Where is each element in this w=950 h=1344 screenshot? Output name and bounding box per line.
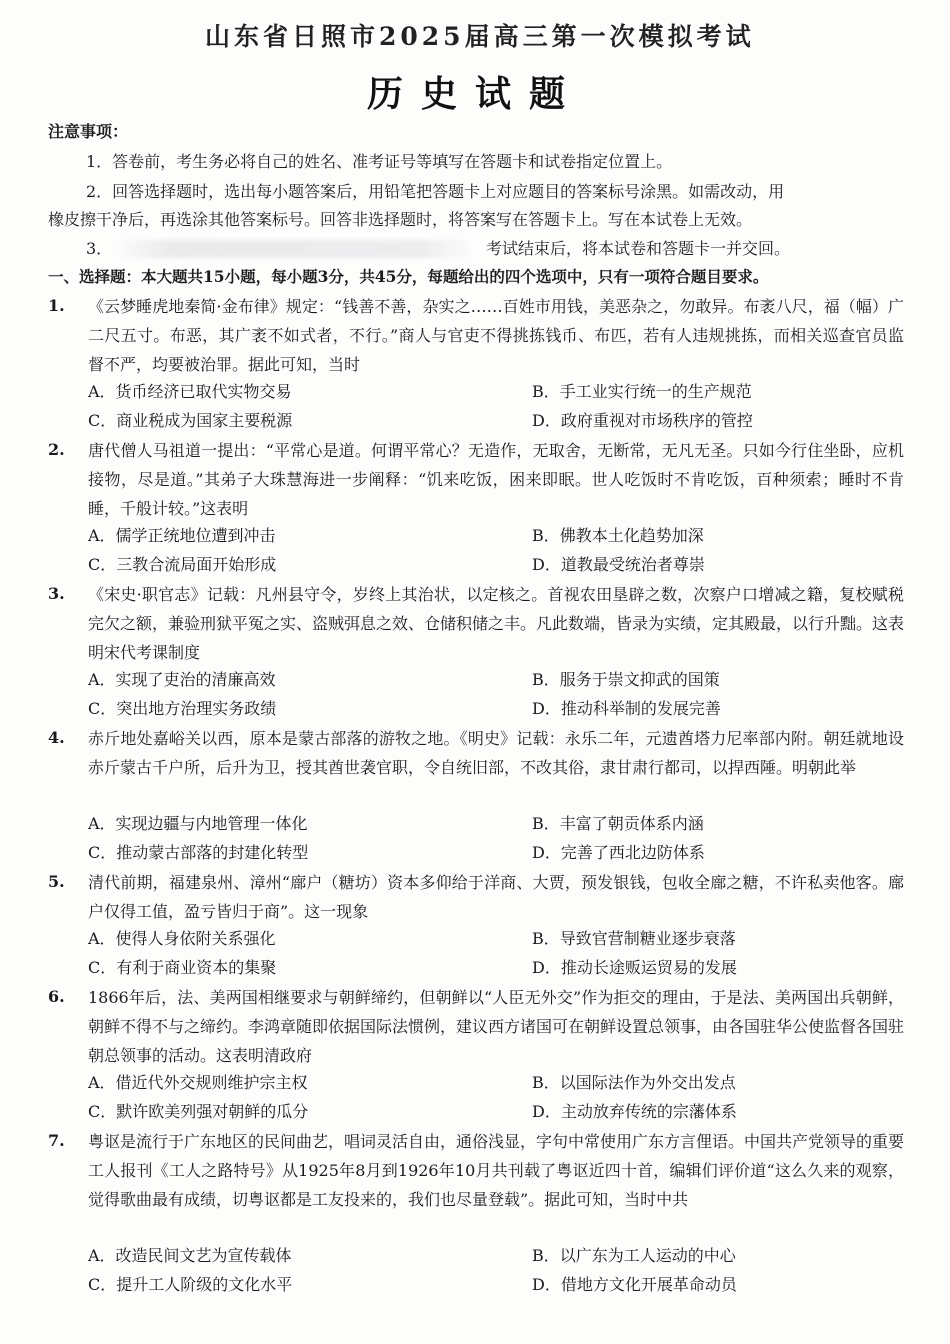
question-2-option-a: A．儒学正统地位遭到冲击 [88,526,276,545]
question-7-option-c: C．提升工人阶级的文化水平 [88,1275,293,1294]
obscured-text-region [115,240,475,258]
question-3-option-a: A．实现了吏治的清廉高效 [88,670,276,689]
question-3-option-d: D．推动科举制的发展完善 [532,699,721,718]
question-5-number: 5. [48,872,65,891]
notice-item-3-number: 3． [86,239,113,258]
question-5-option-c: C．有利于商业资本的集聚 [88,958,277,977]
question-7-stem: 粤讴是流行于广东地区的民间曲艺，唱词灵活自由，通俗浅显，字句中常使用广东方言俚语。中国共产党领导的重要工人报刊《工人之路特号》从1925年8月到1926年10月共刊载了粤讴近四十首，编辑们评价道“这么久来的观察，觉得歌曲最有成绩，切粤讴都是工友投来的，我们也尽量登载”。据此可知，当时中共 [88,1132,905,1209]
question-1-number: 1. [48,296,65,315]
question-6-stem: 1866年后，法、美两国相继要求与朝鲜缔约，但朝鲜以“人臣无外交”作为拒交的理由，于是法、美两国出兵朝鲜，朝鲜不得不与之缔约。李鸿章随即依据国际法惯例，建议西方诸国可在朝鲜设置总领事，由各国驻华公使监督各国驻朝总领事的活动。这表明清政府 [88,988,905,1065]
question-3-stem: 《宋史·职官志》记载：凡州县守令，岁终上其治状，以定核之。首视农田垦辟之数，次察户口增减之籍，复校赋税完欠之额，兼验刑狱平冤之实、盗贼弭息之效、仓储积储之丰。凡此数端，皆录为实绩，定其殿最，以行升黜。这表明宋代考课制度 [88,585,905,662]
question-6-option-d: D．主动放弃传统的宗藩体系 [532,1102,737,1121]
question-6-option-c: C．默许欧美列强对朝鲜的瓜分 [88,1102,309,1121]
notice-heading: 注意事项： [48,122,129,141]
question-3-option-c: C．突出地方治理实务政绩 [88,699,277,718]
question-1-option-b: B．手工业实行统一的生产规范 [532,382,752,401]
question-4-option-c: C．推动蒙古部落的封建化转型 [88,843,309,862]
question-6-number: 6. [48,987,65,1006]
question-7-option-a: A．改造民间文艺为宣传载体 [88,1246,292,1265]
question-3-number: 3. [48,584,65,603]
section-1-heading: 一、选择题：本大题共15小题，每小题3分，共45分，每题给出的四个选项中，只有一项符合题目要求。 [48,267,769,286]
notice-item-3-text: 考试结束后，将本试卷和答题卡一并交回。 [486,239,791,258]
question-2-option-c: C．三教合流局面开始形成 [88,555,277,574]
question-2-stem: 唐代僧人马祖道一提出：“平常心是道。何谓平常心？无造作，无取舍，无断常，无凡无圣。只如今行住坐卧，应机接物，尽是道。”其弟子大珠慧海进一步阐释：“饥来吃饭，困来即眠。世人吃饭时不肯吃饭，百种须索；睡时不肯睡，千般计较。”这表明 [88,441,904,518]
page-title: 历史试题 [366,73,583,115]
question-1-stem: 《云梦睡虎地秦简·金布律》规定：“钱善不善，杂实之……百姓市用钱，美恶杂之，勿敢异。布袤八尺，福（幅）广二尺五寸。布恶，其广袤不如式者，不行。”商人与官吏不得挑拣钱币、布匹，若有人违规挑拣，而相关巡查官员监督不严，均要被治罪。据此可知，当时 [88,297,904,374]
notice-item-2-line-1: 2．回答选择题时，选出每小题答案后，用铅笔把答题卡上对应题目的答案标号涂黑。如需改动，用 [86,182,785,201]
question-4-number: 4. [48,728,65,747]
question-5-option-b: B．导致官营制糖业逐步衰落 [532,929,736,948]
question-4-stem: 赤斤地处嘉峪关以西，原本是蒙古部落的游牧之地。《明史》记载：永乐二年，元遗酋塔力尼率部内附。朝廷就地设赤斤蒙古千户所，后升为卫，授其酋世袭官职，令自统旧部，不改其俗，隶甘肃行都司，以捍西陲。明朝此举 [88,729,904,777]
question-3-option-b: B．服务于崇文抑武的国策 [532,670,720,689]
notice-item-1: 1．答卷前，考生务必将自己的姓名、准考证号等填写在答题卡和试卷指定位置上。 [86,152,673,171]
question-7-option-d: D．借地方文化开展革命动员 [532,1275,737,1294]
question-4-option-a: A．实现边疆与内地管理一体化 [88,814,308,833]
question-1-option-c: C．商业税成为国家主要税源 [88,411,293,430]
cropped-header-text: 山东省日照市2025届高三第一次模拟考试 [205,22,755,51]
question-5-option-a: A．使得人身依附关系强化 [88,929,276,948]
question-2-number: 2. [48,440,65,459]
notice-item-2-line-2: 橡皮擦干净后，再选涂其他答案标号。回答非选择题时，将答案写在答题卡上。写在本试卷上无效。 [48,210,753,229]
question-5-stem: 清代前期，福建泉州、漳州“廍户（糖坊）资本多仰给于洋商、大贾，预发银钱，包收全廍之糖，不许私卖他客。廍户仅得工值，盈亏皆归于商”。这一现象 [88,873,904,921]
question-4-option-b: B．丰富了朝贡体系内涵 [532,814,704,833]
question-1-option-d: D．政府重视对市场秩序的管控 [532,411,753,430]
question-7-option-b: B．以广东为工人运动的中心 [532,1246,736,1265]
question-7-number: 7. [48,1131,65,1150]
cropped-header [205,22,765,51]
question-6-option-b: B．以国际法作为外交出发点 [532,1073,736,1092]
question-2-option-d: D．道教最受统治者尊崇 [532,555,705,574]
question-1-option-a: A．货币经济已取代实物交易 [88,382,292,401]
question-6-option-a: A．借近代外交规则维护宗主权 [88,1073,308,1092]
question-4-option-d: D．完善了西北边防体系 [532,843,705,862]
question-2-option-b: B．佛教本土化趋势加深 [532,526,704,545]
question-5-option-d: D．推动长途贩运贸易的发展 [532,958,737,977]
